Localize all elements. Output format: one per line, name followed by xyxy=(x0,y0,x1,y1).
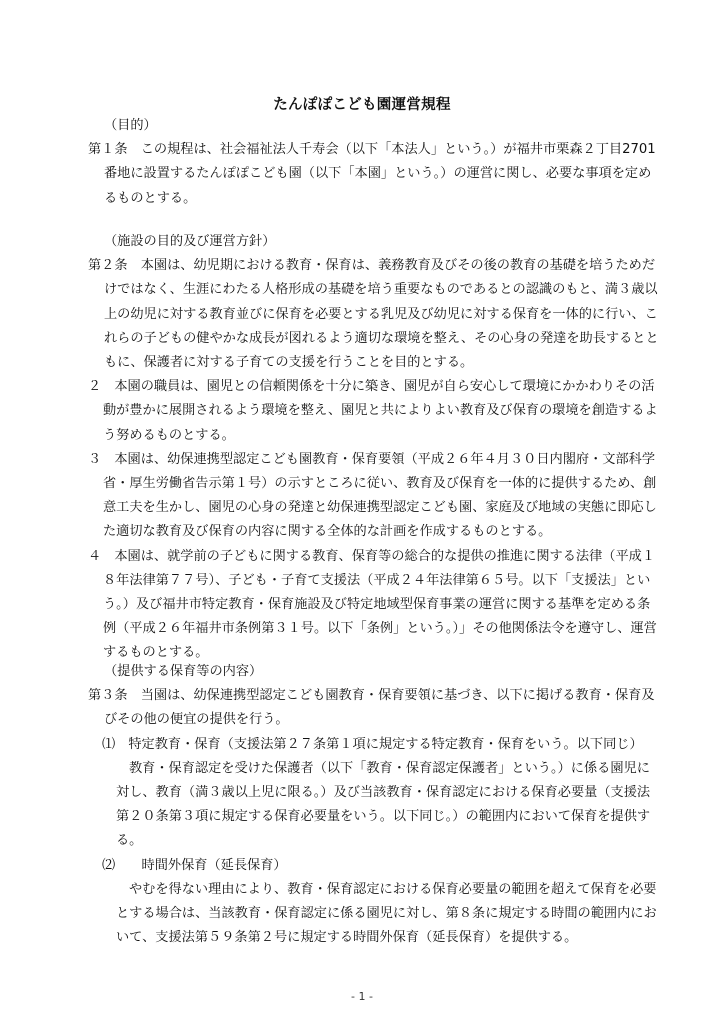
list-item-body: やむを得ない理由により、教育・保育認定における保育必要量の範囲を超えて保育を必要とする場合は、当該教育・保育認定に係る園児に対し、第８条に規定する時間の範囲内において、支援法第５９条第２号に規定する時間外保育（延長保育）を提供する。 xyxy=(116,881,657,946)
article-3: 第３条 当園は、幼保連携型認定こども園教育・保育要領に基づき、以下に掲げる教育・保育及びその他の便宜の提供を行う。 xyxy=(88,688,655,728)
section-objectives xyxy=(88,230,663,666)
section-purpose xyxy=(88,114,663,211)
section-heading: （施設の目的及び運営方針） xyxy=(104,234,276,249)
article-2: 第２条 本園は、幼児期における教育・保育は、義務教育及びその後の教育の基礎を培うためだけではなく、生涯にわたる人格形成の基礎を培う重要なものであるとの認識のもと、満３歳以上の幼児に対する教育並びに保育を必要とする乳児及び幼児に対する保育を一体的に行い、これらの子どもの健やかな成長が図れるよう適切な環境を整え、その心身の発達を助長するとともに、保護者に対する子育ての支援を行うことを目的とする。 xyxy=(88,258,659,371)
list-item-label: ⑵ 時間外保育（延長保育） xyxy=(102,857,287,873)
section-services xyxy=(88,660,663,950)
section-heading: （提供する保育等の内容） xyxy=(104,664,263,679)
list-item-label: ⑴ 特定教育・保育（支援法第２７条第１項に規定する特定教育・保育をいう。以下同じ） xyxy=(102,736,643,752)
document-title: たんぽぽこども園運営規程 xyxy=(273,97,451,113)
list-item-body: 教育・保育認定を受けた保護者（以下「教育・保育認定保護者」という。）に係る園児に対し、教育（満３歳以上児に限る。）及び当該教育・保育認定における保育必要量（支援法第２０条第３項に規定する保育必要量をいう。以下同じ。）の範囲内において保育を提供する。 xyxy=(116,760,651,849)
article-2-clause-2: ２ 本園の職員は、園児との信頼関係を十分に築き、園児が自ら安心して環境にかかわりその活動が豊かに展開されるよう環境を整え、園児と共によりよい教育及び保育の環境を創造するよう努めるものとする。 xyxy=(88,379,658,443)
article-2-clause-3: ３ 本園は、幼保連携型認定こども園教育・保育要領（平成２６年４月３０日内閣府・文部科学省・厚生労働省告示第１号）の示すところに従い、教育及び保育を一体的に提供するため、創意工夫を生かし、園児の心身の発達と幼保連携型認定こども園、家庭及び地域の実態に即応した適切な教育及び保育の内容に関する全体的な計画を作成するものとする。 xyxy=(88,451,657,540)
article-2-clause-4: ４ 本園は、就学前の子どもに関する教育、保育等の総合的な提供の推進に関する法律（平成１８年法律第７７号）、子ども・子育て支援法（平成２４年法律第６５号。以下「支援法」という。）及び福井市特定教育・保育施設及び特定地域型保育事業の運営に関する基準を定める条例（平成２６年福井市条例第３１号。以下「条例」という。）」その他関係法令を遵守し、運営するものとする。 xyxy=(88,548,657,661)
section-heading: （目的） xyxy=(104,118,157,133)
article-1: 第１条 この規程は、社会福祉法人千寿会（以下「本法人」という。）が福井市栗森２丁目2701番地に設置するたんぽぽこども園（以下「本園」という。）の運営に関し、必要な事項を定めるものとする。 xyxy=(88,142,656,206)
page-number: - 1 - xyxy=(351,990,373,1003)
